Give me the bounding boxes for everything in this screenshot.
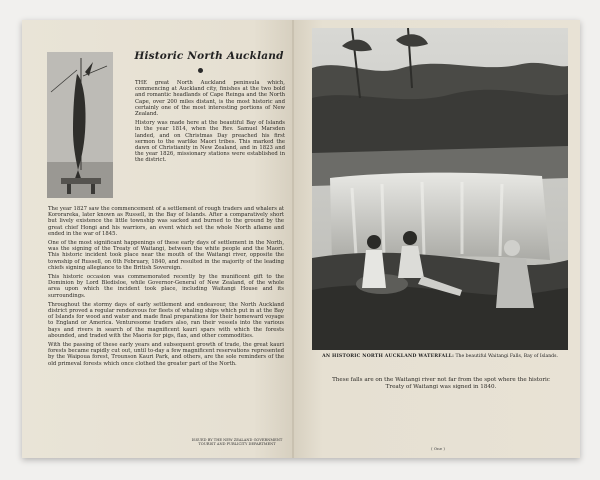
photo-caption (312, 354, 568, 360)
waterfall-photo-graphic (312, 28, 568, 350)
publisher-footer (187, 438, 287, 447)
page-number: ( One ) (431, 446, 445, 451)
paragraph-1-text: THE great North Auckland peninsula which, commencing at Auckland city, finishes at the two bold and romantic headlands of Cape Reinga and the North Cape, over 200 miles distant, is the most historic and certainly one of the most interesting portions of New Zealand. (135, 80, 285, 118)
punch-hole (198, 68, 203, 73)
paragraph-6: Throughout the stormy days of early settlement and endeavour, the North Auckland district proved a regular rendezvous for fleets of whaling ships which put in at the Bay of Islands for wood and water and made final preparations for their homeward voyage to England or America. Venturesome traders also, ran their vessels into the various bays and rivers in search of the magnificent kauri spars with which the forests abounded, and traded with the Maoris for pigs, flax, and other commodities. (48, 301, 284, 339)
booklet-spread (22, 20, 580, 458)
paragraph-2-text: History was made here at the beautiful Bay of Islands in the year 1814, when the Rev. Samuel Marsden landed, and on Christmas Day preached his first sermon to the warlike Maori tribes. This marked the dawn of Christianity in New Zealand, and in 1823 and the year 1826, missionary stations were established in the district. (135, 120, 285, 164)
marlin-photo-graphic (47, 52, 113, 198)
caption-lead: AN HISTORIC NORTH AUCKLAND WATERFALL: (322, 354, 455, 359)
paragraph-1 (135, 80, 285, 117)
paragraph-4: One of the most significant happenings of these early days of settlement in the North, was the signing of the Treaty of Waitangi, between the white people and the Maori. This historic incident took place near the mouth of the Waitangi river, opposite the township of Russell, on 6th February, 1840, and resulted in the majority of the leading chiefs signing allegiance to the British Sovereign. (48, 240, 284, 271)
paragraph-3: The year 1827 saw the commencement of a settlement of rough traders and whalers at Kororareka, later known as Russell, in the Bay of Islands. After a comparatively short but lively existence the little township was sacked and burned to the ground by the great chief Hongi and his warriors, an event which set the whole North aflame and ended in the war of 1845. (48, 206, 284, 237)
right-body-text: These falls are on the Waitangi river not far from the spot where the historic Treaty of Waitangi was signed in 1840. (332, 377, 550, 390)
main-column (48, 206, 284, 370)
right-page (294, 20, 580, 458)
caption-rest: The beautiful Waitangi Falls, Bay of Islands. (455, 354, 558, 359)
page-title: Historic North Auckland (134, 50, 284, 62)
waterfall-photo (312, 28, 568, 350)
paragraph-7: With the passing of these early years and subsequent growth of trade, the great kauri forests became rapidly cut out, until to-day a few magnificent reservations represented by the Waipoua forest, Trounson Kauri Park, and others, are the sole reminders of the old primeval forests which once clothed the greater part of the North. (48, 342, 284, 367)
footer-line-1: ISSUED BY THE NEW ZEALAND GOVERNMENT (191, 438, 283, 442)
footer-line-2: TOURIST AND PUBLICITY DEPARTMENT (198, 442, 276, 447)
marlin-photo (47, 52, 113, 198)
left-page (22, 20, 294, 458)
intro-column (135, 80, 285, 167)
paragraph-2 (135, 120, 285, 163)
paragraph-5: This historic occasion was commemorated recently by the munificent gift to the Dominion by Lord Bledisloe, while Governor-General of New Zealand, of the whole area upon which the incident took place, including Waitangi House and its surroundings. (48, 274, 284, 299)
